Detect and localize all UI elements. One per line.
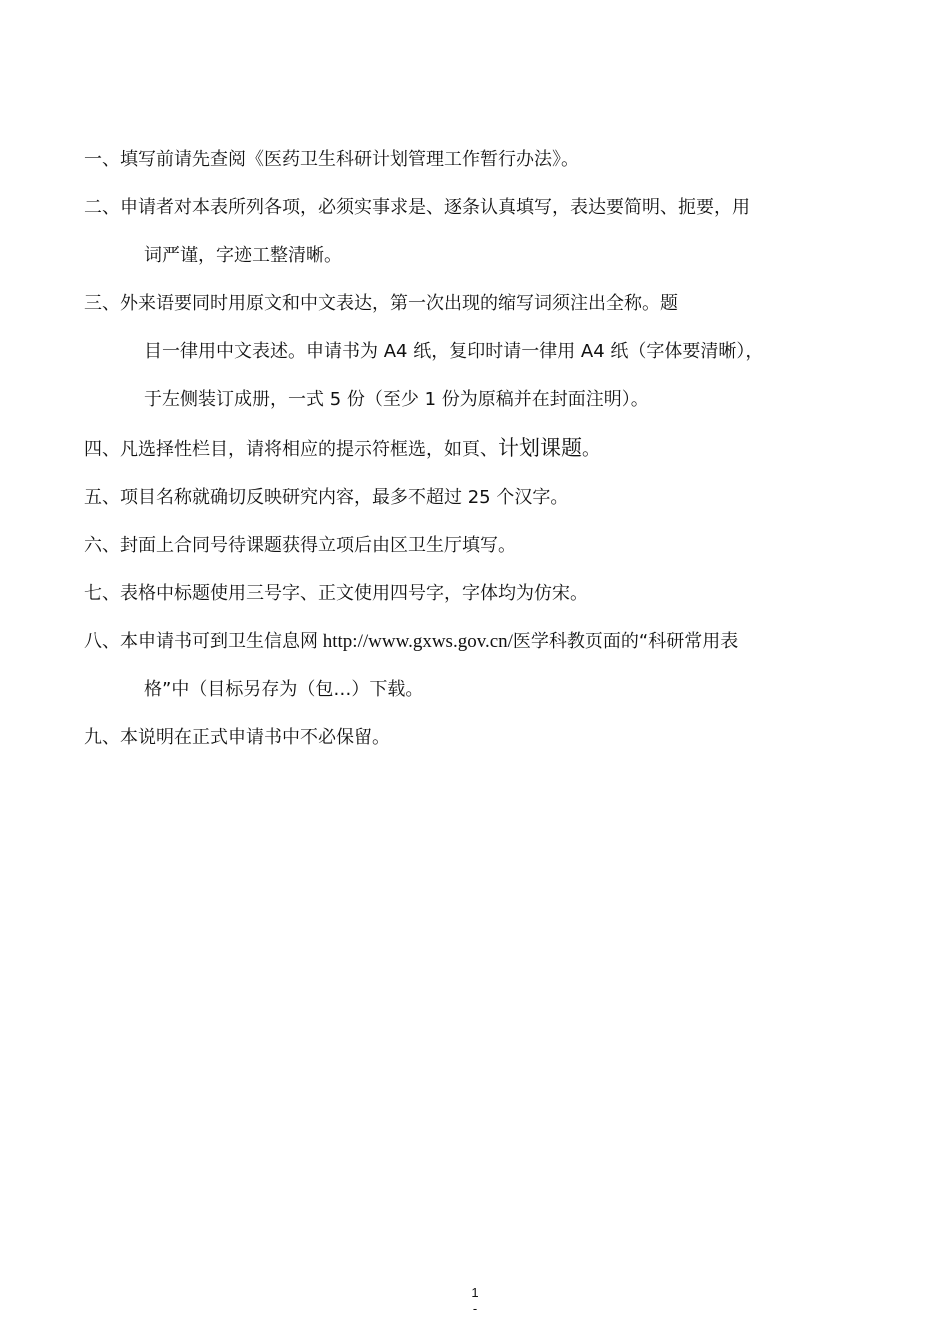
instruction-item-8	[84, 618, 844, 714]
instruction-item-3	[84, 280, 844, 424]
website-url: http://www.gxws.gov.cn/	[318, 631, 513, 652]
instruction-item-4	[84, 424, 844, 474]
instruction-item-3-line-1: 三、外来语要同时用原文和中文表达，第一次出现的缩写词须注出全称。题	[84, 293, 678, 314]
instruction-item-9	[84, 714, 844, 762]
instruction-item-8-suffix: 医学科教页面的“科研常用表	[512, 631, 739, 652]
instruction-item-4-suffix: 。	[582, 439, 600, 460]
instruction-item-5	[84, 474, 844, 522]
instruction-item-2-line-2: 词严谨，字迹工整清晰。	[144, 245, 342, 266]
instruction-item-8-line-2: 格”中（目标另存为（包…）下载。	[144, 679, 424, 700]
instructions-list	[84, 136, 844, 762]
page-number: 1	[471, 1285, 479, 1300]
instruction-item-7-text: 七、表格中标题使用三号字、正文使用四号字，字体均为仿宋。	[84, 583, 588, 604]
instruction-item-4-prefix: 四、凡选择性栏目，请将相应的提示符框选，如頁、	[84, 439, 498, 460]
instruction-item-1-text: 一、填写前请先查阅《医药卫生科研计划管理工作暂行办法》。	[84, 149, 579, 170]
instruction-item-7	[84, 570, 844, 618]
instruction-item-3-line-3: 于左侧装订成册，一式 5 份（至少 1 份为原稿并在封面注明）。	[144, 389, 649, 410]
instruction-item-3-line-2: 目一律用中文表述。申请书为 A4 纸，复印时请一律用 A4 纸（字体要清晰），	[144, 341, 764, 362]
instruction-item-2-line-1: 二、申请者对本表所列各项，必须实事求是、逐条认真填写，表达要简明、扼要，用	[84, 197, 750, 218]
instruction-item-9-text: 九、本说明在正式申请书中不必保留。	[84, 727, 390, 748]
instruction-item-6-text: 六、封面上合同号待课题获得立项后由区卫生厅填写。	[84, 535, 516, 556]
instruction-item-2	[84, 184, 844, 280]
footer-dash: -	[472, 1301, 478, 1316]
instruction-item-5-text: 五、项目名称就确切反映研究内容，最多不超过 25 个汉字。	[84, 487, 569, 508]
instruction-item-1	[84, 136, 844, 184]
instruction-item-8-prefix: 八、本申请书可到卫生信息网	[84, 631, 318, 652]
instruction-item-4-emphasis: 计划课题	[498, 436, 582, 460]
instruction-item-6	[84, 522, 844, 570]
